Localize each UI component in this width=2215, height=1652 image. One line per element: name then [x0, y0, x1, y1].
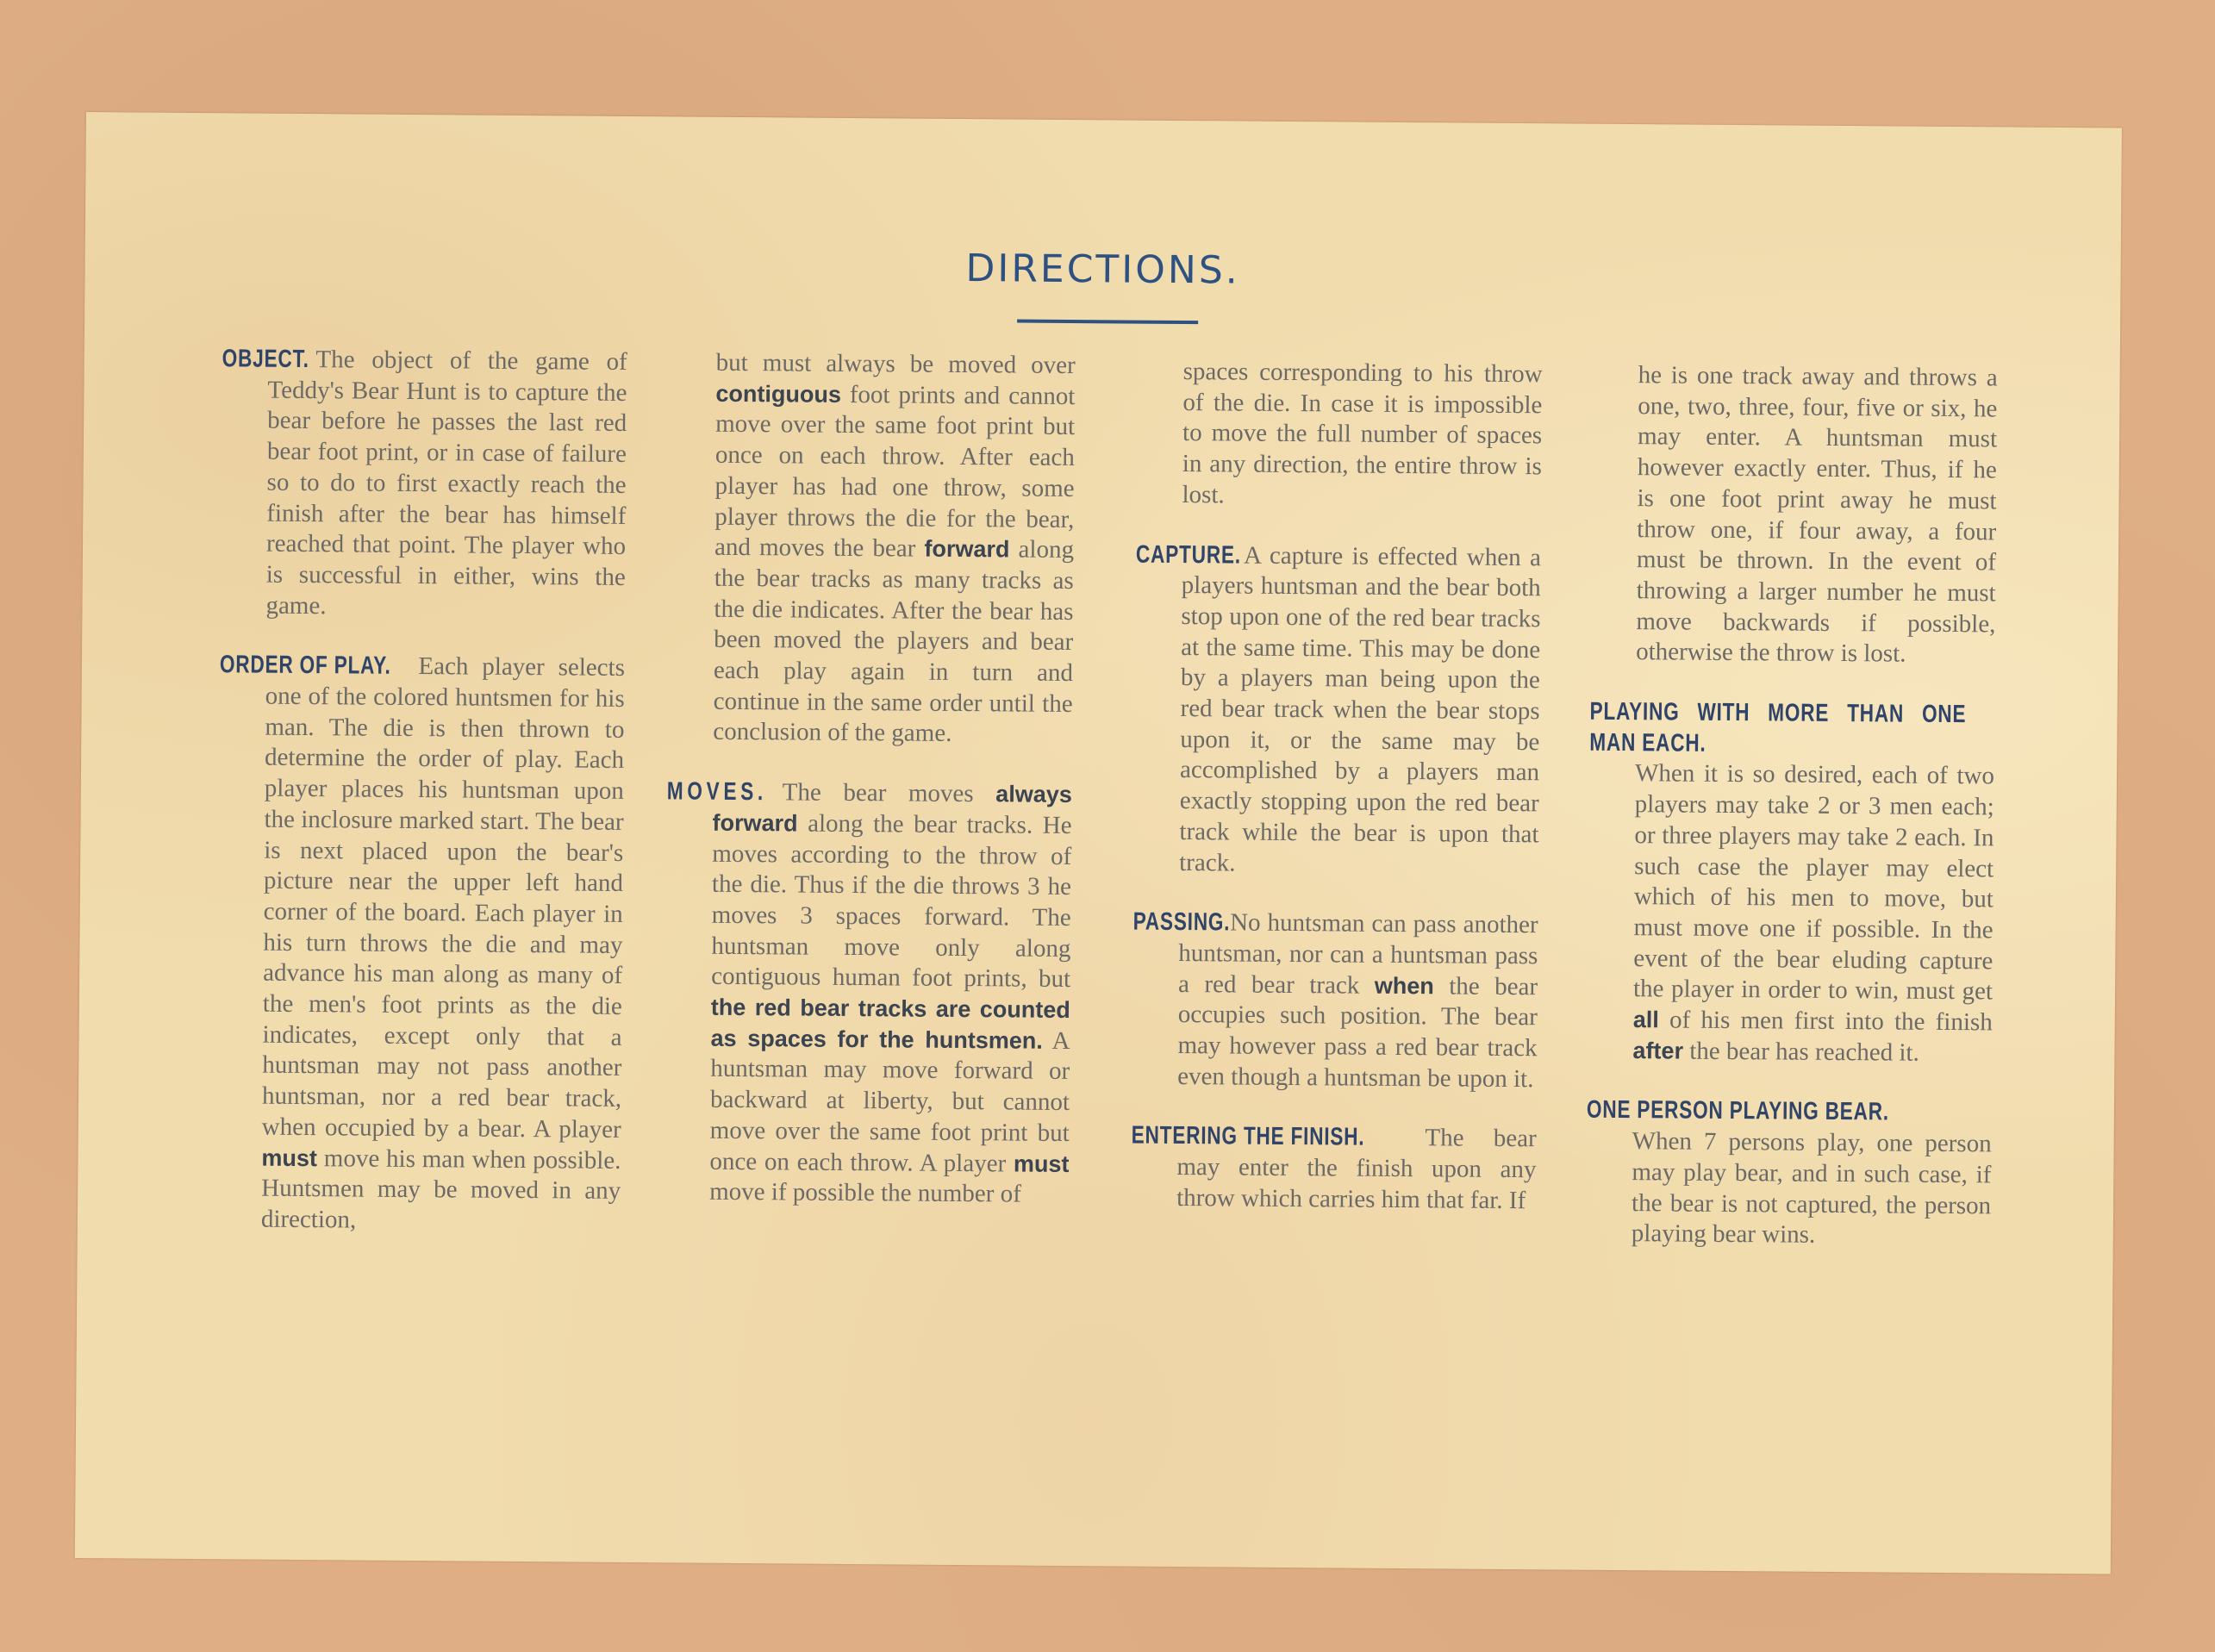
capture-text: A capture is effected when a players huntsman and the bear both stop upon one of the red bear tracks at the same time. This may be done by a players man being upon the red bear track when the bear stops upon it, or the same may be accomplished by a players man exactly stopping upon the red bear track while the bear is upon that track. [1179, 541, 1542, 877]
heading-more-than-one-man: PLAYING WITH MORE THAN ONE MAN EACH. [1589, 697, 1967, 757]
moves-text-d: move if possible the number of [709, 1178, 1021, 1208]
more-than-one-man-text-c: the bear has reached it. [1689, 1037, 1919, 1067]
passing-text-a: No huntsman can pass another huntsman, nor can a huntsman pass a red bear track [1177, 908, 1538, 1000]
emphasis-all: all [1632, 1007, 1659, 1033]
object-text: The object of the game of Teddy's Bear Hunt is to capture the bear before he passes the last red bear foot print, or in case of failure so to do to first exactly reach the finish after the bear has himself reached that point. The player who is successful in either, wins the game. [265, 346, 627, 620]
emphasis-always-forward: always forward [712, 781, 1072, 837]
order-of-play-text-c: but must always be moved over [715, 348, 1076, 380]
emphasis-forward: forward [924, 535, 1010, 563]
emphasis-must: must [1013, 1150, 1070, 1177]
moves-text-b: along the bear tracks. He moves according to the throw of the die. Thus if the die throws 3 he moves 3 spaces forward. The huntsman move only along contiguous human foot prints, but [711, 809, 1072, 994]
entering-finish-text-b: he is one track away and throws a one, two, three, four, five or six, he may enter. A huntsman must however exactly enter. Thus, if he is one foot print away he must throw one, if four away, a four must be thrown. In the event of throwing a larger number he must move backwards if possible, otherwise the throw is lost. [1636, 361, 1998, 668]
passing-text-b: the bear occupies such position. The bear may however pass a red bear track even though a huntsman be upon it. [1177, 972, 1538, 1093]
section-more-than-one-man [1587, 697, 1994, 1069]
directions-sheet [75, 112, 2122, 1574]
column-4 [1585, 360, 1997, 1282]
heading-object: OBJECT. [222, 345, 309, 374]
emphasis-must: must [261, 1144, 318, 1171]
heading-moves: MOVES. [666, 777, 768, 807]
page-title: DIRECTIONS. [965, 246, 1240, 293]
moves-text-c: A huntsman may move forward or backward at liberty, but cannot move over the same foot print but once on each throw. A player [709, 1026, 1070, 1177]
section-order-of-play-continued [667, 347, 1076, 751]
title-underline [1017, 319, 1198, 324]
section-order-of-play [215, 651, 625, 1238]
heading-passing: PASSING. [1132, 907, 1231, 937]
order-of-play-text-b: move his man when possible. Huntsmen may be moved in any direction, [260, 1144, 621, 1234]
emphasis-red-tracks: the red bear tracks are counted as spaces for the huntsmen. [710, 994, 1070, 1054]
entering-finish-text-a: The bear may enter the finish upon any throw which carries him that far. If [1176, 1124, 1537, 1215]
heading-capture: CAPTURE. [1135, 540, 1241, 570]
column-1 [215, 344, 627, 1267]
order-of-play-text-a: Each player selects one of the colored huntsmen for his man. The die is then thrown to determine the order of play. Each player places his huntsman upon the inclosure marked start. The bear is next placed upon the bear's picture near the upper left hand corner of the board. Each player in his turn throws the die and may advance his man along as many of the men's foot prints as the die indicates, except only that a huntsman may not pass another huntsman, nor a red bear track, when occupied by a bear. A player [261, 652, 626, 1144]
section-passing [1132, 907, 1538, 1095]
section-moves [664, 776, 1072, 1211]
section-one-person-bear [1586, 1095, 1992, 1252]
emphasis-when: when [1374, 972, 1434, 999]
emphasis-after: after [1632, 1037, 1684, 1064]
heading-order-of-play: ORDER OF PLAY. [219, 651, 391, 681]
heading-one-person-bear: ONE PERSON PLAYING BEAR. [1586, 1096, 1890, 1126]
heading-entering-finish: ENTERING THE FINISH. [1131, 1122, 1365, 1152]
order-of-play-text-d: foot prints and cannot move over the same foot print but once on each throw. After each player has had one throw, some player throws the die for the bear, and moves the bear [714, 380, 1076, 563]
column-3 [1131, 357, 1543, 1246]
one-person-bear-text: When 7 persons play, one person may play bear, and in such case, if the bear is not captured, the person playing bear wins. [1631, 1127, 1992, 1250]
order-of-play-text-e: along the bear tracks as many tracks as the die indicates. After the bear has been moved the players and bear each play again in turn and continue in the same order until the conclusion of the game. [713, 535, 1075, 748]
more-than-one-man-text-b: of his men first into the finish [1669, 1006, 1993, 1037]
more-than-one-man-text-a: When it is so desired, each of two players may take 2 or 3 men each; or three players may take 2 each. In such case the player may elect which of his men to move, but must move one if possible. In the event of the bear eluding capture the player in order to win, must get [1632, 759, 1995, 1006]
moves-text-a: The bear moves [782, 778, 974, 808]
emphasis-contiguous: contiguous [715, 380, 842, 408]
moves-text-e: spaces corresponding to his throw of the die. In case it is impossible to move the full number of spaces in any direction, the entire throw is lost. [1182, 358, 1543, 509]
section-entering-finish-continued [1590, 360, 1998, 671]
section-object [220, 344, 627, 624]
section-moves-continued [1136, 357, 1542, 514]
section-entering-finish [1131, 1121, 1537, 1217]
section-capture [1133, 539, 1541, 881]
column-2 [664, 347, 1076, 1240]
